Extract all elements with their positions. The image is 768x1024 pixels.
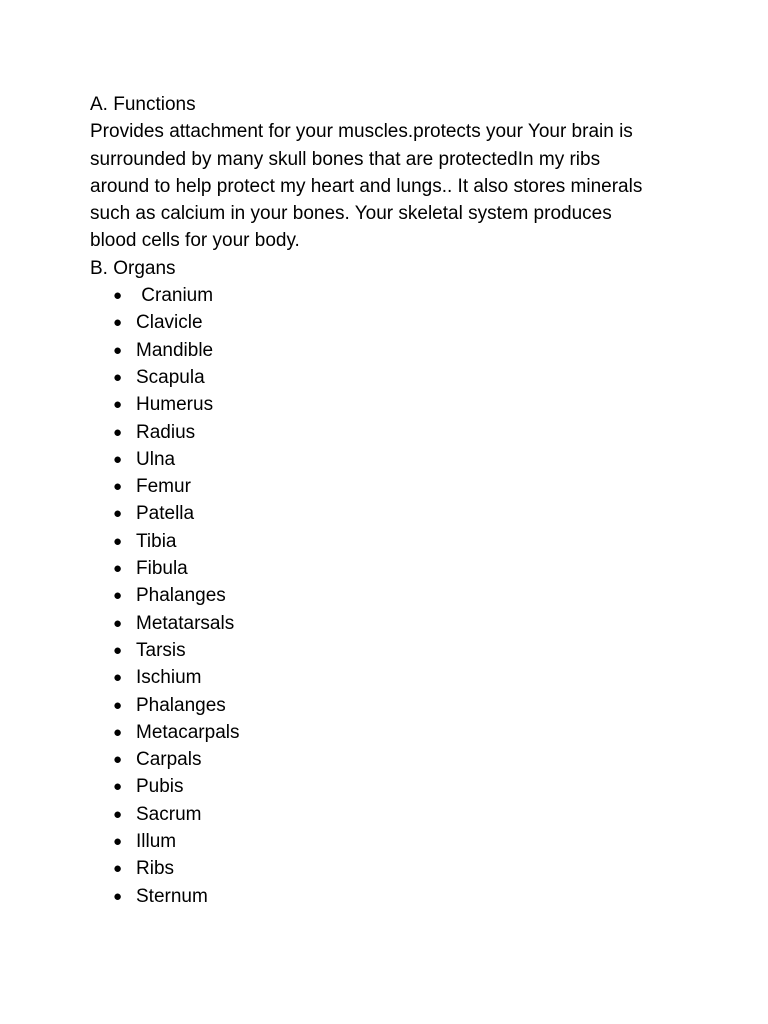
list-item [90, 746, 690, 773]
list-item [90, 337, 690, 364]
list-item [90, 391, 690, 418]
list-item [90, 773, 690, 800]
list-item-label: Ischium [136, 667, 202, 689]
list-item [90, 610, 690, 637]
bullet-icon: ● [113, 341, 123, 359]
list-item-label: Femur [136, 476, 191, 498]
bullet-icon: ● [113, 505, 123, 523]
list-item-label: Sternum [136, 885, 208, 907]
list-item-label: Carpals [136, 749, 202, 771]
bullet-icon: ● [113, 560, 123, 578]
list-item [90, 582, 690, 609]
list-item-label: Patella [136, 503, 195, 525]
bullet-icon: ● [113, 450, 123, 468]
bullet-icon: ● [113, 614, 123, 632]
bullet-icon: ● [113, 833, 123, 851]
list-item [90, 883, 690, 910]
bullet-icon: ● [113, 669, 123, 687]
list-item [90, 473, 690, 500]
list-item [90, 282, 690, 309]
list-item-label: Fibula [136, 558, 188, 580]
paragraph-line: such as calcium in your bones. Your skeletal system produces [90, 203, 612, 225]
list-item-label: Ribs [136, 858, 175, 880]
bullet-icon: ● [113, 860, 123, 878]
list-item-label: Tibia [136, 530, 177, 552]
list-item-label: Radius [136, 421, 196, 443]
list-item-label: Illum [136, 831, 177, 853]
bullet-icon: ● [113, 641, 123, 659]
bullet-icon: ● [113, 887, 123, 905]
list-item [90, 528, 690, 555]
paragraph-line: blood cells for your body. [90, 230, 300, 252]
list-item [90, 828, 690, 855]
list-item-label: Mandible [136, 339, 214, 361]
bullet-icon: ● [113, 478, 123, 496]
bullet-icon: ● [113, 396, 123, 414]
list-item-label: Ulna [136, 448, 176, 470]
list-item-label: Scapula [136, 366, 205, 388]
bullet-icon: ● [113, 368, 123, 386]
list-item-label: Phalanges [136, 585, 226, 607]
bullet-icon: ● [113, 723, 123, 741]
bullet-icon: ● [113, 696, 123, 714]
list-item [90, 719, 690, 746]
list-item-label: Humerus [136, 394, 214, 416]
paragraph-line: around to help protect my heart and lungs.. It also stores minerals [90, 175, 643, 197]
list-item [90, 446, 690, 473]
list-item [90, 664, 690, 691]
section-heading-organs: B. Organs [90, 257, 176, 279]
list-item-label: Sacrum [136, 803, 202, 825]
list-item-label: Metatarsals [136, 612, 235, 634]
functions-paragraph [90, 118, 690, 254]
bullet-icon: ● [113, 314, 123, 332]
organs-list [90, 282, 690, 910]
list-item [90, 364, 690, 391]
bullet-icon: ● [113, 287, 123, 305]
paragraph-line: Provides attachment for your muscles.protects your Your brain is [90, 121, 633, 143]
list-item-label: Cranium [136, 285, 214, 307]
list-item [90, 637, 690, 664]
list-item [90, 855, 690, 882]
list-item-label: Pubis [136, 776, 184, 798]
list-item [90, 309, 690, 336]
list-item-label: Clavicle [136, 312, 203, 334]
bullet-icon: ● [113, 423, 123, 441]
list-item [90, 555, 690, 582]
bullet-icon: ● [113, 532, 123, 550]
list-item [90, 500, 690, 527]
section-heading-functions: A. Functions [90, 94, 196, 115]
list-item-label: Metacarpals [136, 721, 240, 743]
list-item [90, 801, 690, 828]
bullet-icon: ● [113, 805, 123, 823]
bullet-icon: ● [113, 778, 123, 796]
list-item [90, 692, 690, 719]
list-item-label: Phalanges [136, 694, 226, 716]
paragraph-line: surrounded by many skull bones that are protectedIn my ribs [90, 148, 601, 170]
list-item-label: Tarsis [136, 639, 186, 661]
document-body [90, 91, 690, 910]
list-item [90, 419, 690, 446]
bullet-icon: ● [113, 587, 123, 605]
bullet-icon: ● [113, 751, 123, 769]
